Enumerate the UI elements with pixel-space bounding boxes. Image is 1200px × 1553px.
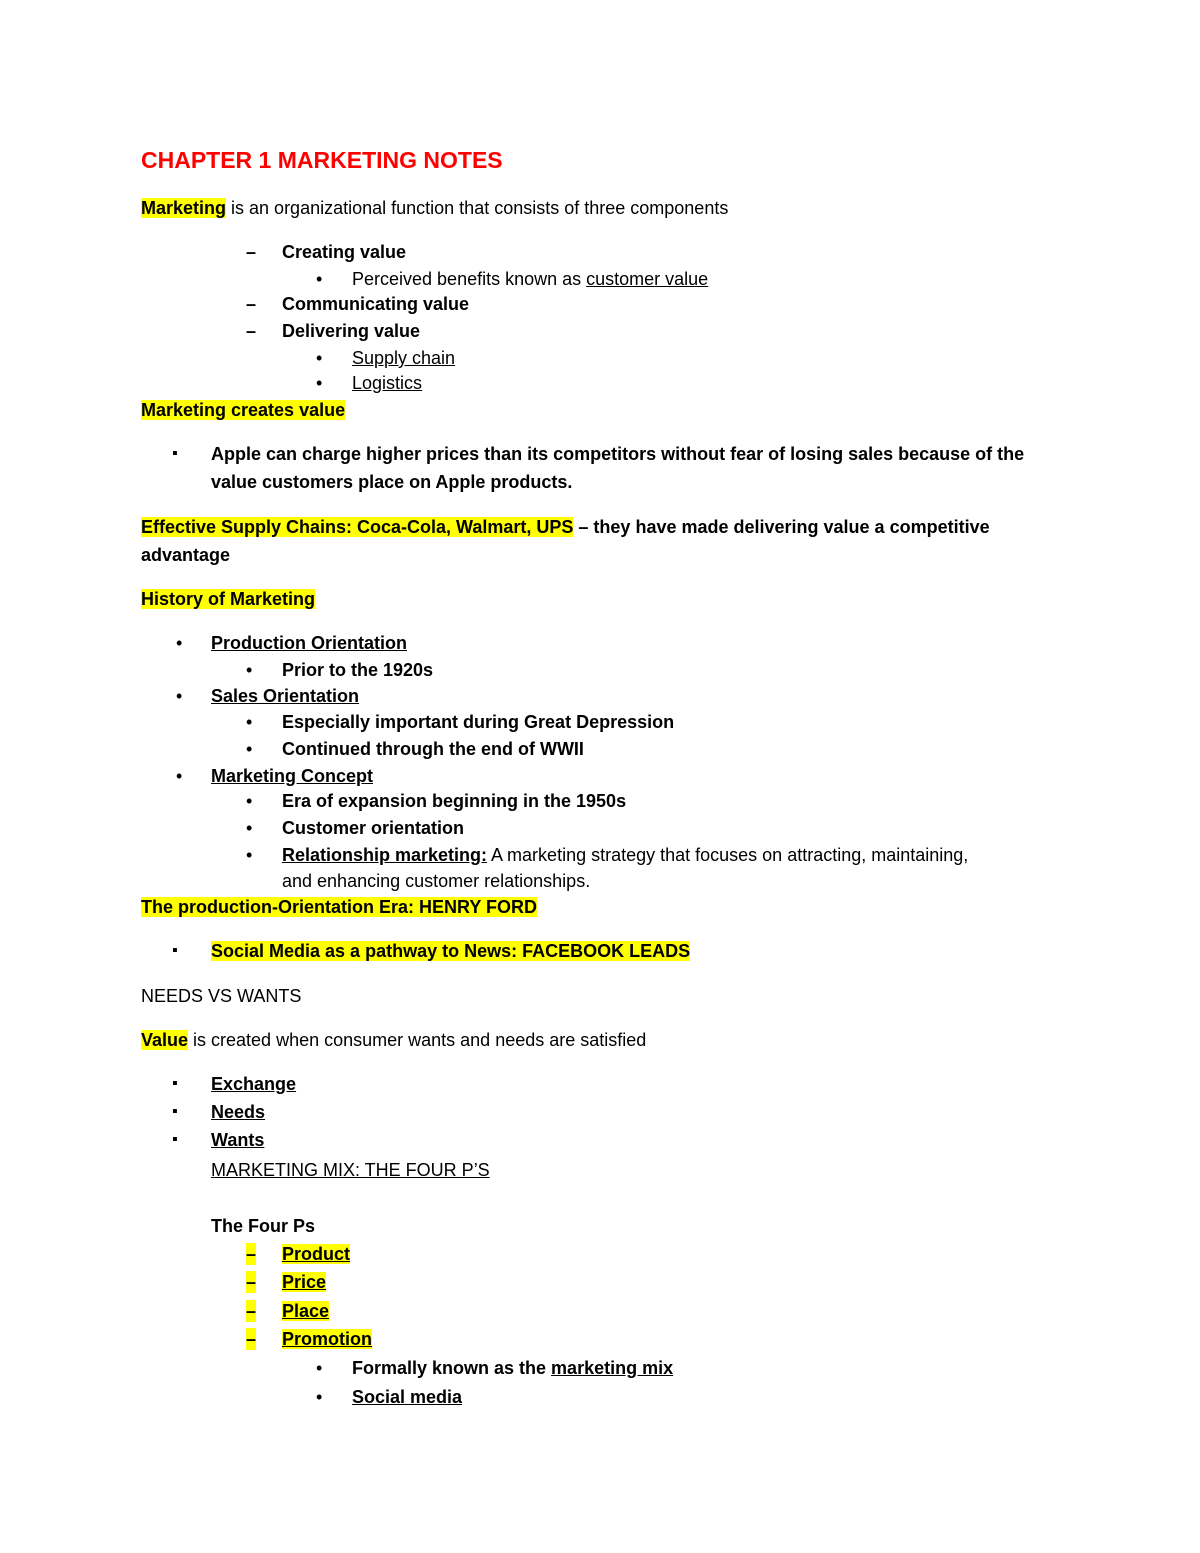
promotion-item	[282, 1328, 372, 1350]
social-media-news-text: Social Media as a pathway to News: FACEBOOK LEADS	[211, 941, 691, 961]
apple-line-2: value customers place on Apple products.	[211, 472, 573, 492]
marketing-mix-heading: MARKETING MIX: THE FOUR P’S	[211, 1160, 490, 1180]
perceived-prefix: Perceived benefits known as	[352, 269, 587, 289]
creates-value-text: Marketing creates value	[141, 400, 346, 420]
era-expansion: Era of expansion beginning in the 1950s	[282, 791, 627, 811]
delivering-value: Delivering value	[282, 321, 421, 341]
dot-bullet: •	[316, 1358, 323, 1378]
dash-bullet: –	[246, 321, 257, 341]
square-bullet: ▪	[172, 1075, 178, 1092]
supply-chains-line-2: advantage	[141, 545, 231, 565]
dash-bullet: –	[246, 294, 257, 314]
dot-bullet: •	[316, 373, 323, 393]
relationship-marketing	[282, 844, 968, 866]
supply-chain-term: Supply chain	[352, 348, 456, 368]
marketing-concept: Marketing Concept	[211, 766, 374, 786]
place-item	[282, 1300, 329, 1322]
dot-bullet: •	[316, 348, 323, 368]
marketing-term: Marketing	[141, 198, 227, 218]
value-line	[141, 1029, 646, 1051]
logistics-term: Logistics	[352, 373, 423, 393]
place-text: Place	[282, 1301, 330, 1321]
customer-value-term: customer value	[586, 269, 709, 289]
dash-bullet: –	[246, 1244, 257, 1264]
four-ps-heading: The Four Ps	[211, 1216, 316, 1236]
dash-bullet: –	[246, 1301, 257, 1321]
marketing-mix-term: marketing mix	[551, 1358, 674, 1378]
social-media-news	[211, 940, 690, 962]
social-media-item: Social media	[352, 1387, 463, 1407]
square-bullet: ▪	[172, 1131, 178, 1148]
dot-bullet: •	[316, 1387, 323, 1407]
needs-item: Needs	[211, 1102, 266, 1122]
dot-bullet: •	[246, 845, 253, 865]
dot-bullet: •	[316, 269, 323, 289]
value-text: is created when consumer wants and needs are satisfied	[188, 1030, 647, 1050]
formally-prefix: Formally known as the	[352, 1358, 552, 1378]
great-depression: Especially important during Great Depression	[282, 712, 675, 732]
wwii: Continued through the end of WWII	[282, 739, 584, 759]
perceived-benefits	[352, 268, 708, 290]
history-heading-text: History of Marketing	[141, 589, 316, 609]
value-term: Value	[141, 1030, 189, 1050]
dot-bullet: •	[246, 818, 253, 838]
supply-chains-highlight: Effective Supply Chains: Coca-Cola, Walmart, UPS	[141, 517, 574, 537]
intro-line	[141, 197, 728, 219]
relationship-def-2: and enhancing customer relationships.	[282, 871, 591, 891]
communicating-value: Communicating value	[282, 294, 470, 314]
sales-orientation: Sales Orientation	[211, 686, 360, 706]
dot-bullet: •	[246, 791, 253, 811]
promotion-text: Promotion	[282, 1329, 372, 1349]
creating-value: Creating value	[282, 242, 407, 262]
price-text: Price	[282, 1272, 327, 1292]
formally-known	[352, 1357, 673, 1379]
production-era	[141, 896, 537, 918]
intro-text: is an organizational function that consists of three components	[226, 198, 729, 218]
page-title: CHAPTER 1 MARKETING NOTES	[141, 147, 503, 173]
dash-bullet: –	[246, 242, 257, 262]
supply-chains-rest: – they have made delivering value a competitive	[573, 517, 990, 537]
dash-bullet: –	[246, 1272, 257, 1292]
supply-chains-line	[141, 516, 990, 538]
price-item	[282, 1271, 326, 1293]
product-item	[282, 1243, 350, 1265]
dot-bullet: •	[246, 712, 253, 732]
square-bullet: ▪	[172, 445, 178, 462]
customer-orientation: Customer orientation	[282, 818, 465, 838]
dash-bullet: –	[246, 1329, 257, 1349]
dot-bullet: •	[246, 739, 253, 759]
dot-bullet: •	[176, 766, 183, 786]
product-text: Product	[282, 1244, 351, 1264]
dot-bullet: •	[176, 686, 183, 706]
dot-bullet: •	[246, 660, 253, 680]
relationship-term: Relationship marketing:	[282, 845, 488, 865]
history-heading	[141, 588, 315, 610]
apple-line-1: Apple can charge higher prices than its competitors without fear of losing sales because of the	[211, 444, 1025, 464]
dot-bullet: •	[176, 633, 183, 653]
needs-wants-heading: NEEDS VS WANTS	[141, 986, 302, 1006]
production-orientation: Production Orientation	[211, 633, 407, 653]
creates-value-heading	[141, 399, 345, 421]
relationship-def-1: A marketing strategy that focuses on attracting, maintaining,	[487, 845, 969, 865]
square-bullet: ▪	[172, 1103, 178, 1120]
prior-1920s: Prior to the 1920s	[282, 660, 434, 680]
exchange-item: Exchange	[211, 1074, 297, 1094]
square-bullet: ▪	[172, 942, 178, 959]
production-era-text: The production-Orientation Era: HENRY FORD	[141, 897, 538, 917]
wants-item: Wants	[211, 1130, 265, 1150]
